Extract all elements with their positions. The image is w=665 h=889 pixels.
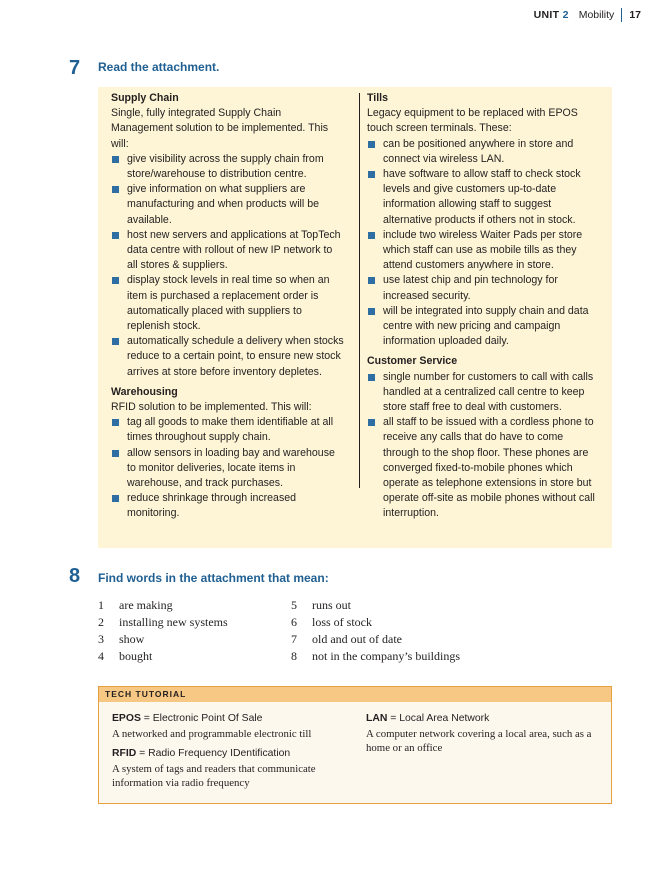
warehousing-list [111,415,344,521]
list-item: automatically schedule a delivery when stocks reduce to a certain point, to ensure new stock arrives at store before inventory depletes. [111,334,344,380]
unit-label: UNIT 2 [533,9,569,21]
list-item: host new servers and applications at TopTech data centre with rollout of new IP network to all stores & suppliers. [111,228,344,274]
exercise-7-title: Read the attachment. [98,60,220,74]
word-item: 8 not in the company’s buildings [291,649,460,663]
tills-heading: Tills [367,92,389,104]
section-name: Mobility [578,9,615,21]
list-item: have software to allow staff to check stock levels and give customers up-to-date information allowing staff to suggest alternative products if others not in stock. [367,167,602,228]
epos-term: EPOS = Electronic Point Of Sale [112,713,263,724]
list-item: can be positioned anywhere in store and connect via wireless LAN. [367,137,602,167]
word-item: 7 old and out of date [291,632,402,646]
supply-chain-heading: Supply Chain [111,92,179,104]
list-item: give information on what suppliers are manufacturing and when products will be available. [111,182,344,228]
supply-chain-intro: Single, fully integrated Supply Chain Management solution to be implemented. This will: [111,107,329,150]
exercise-8-title: Find words in the attachment that mean: [98,571,329,585]
word-list-right [291,597,460,665]
list-item: all staff to be issued with a cordless phone to receive any calls that do have to come through to the shop floor. These phones are converged fixed-to-mobile phones which operate as telephone extensions in store but operate off-site as mobile phones without call interruption. [367,415,602,521]
attachment-left-column [111,91,344,522]
tutorial-left-column [112,712,342,791]
list-item: single number for customers to call with calls handled at a centralized call centre to keep store staff free to deal with customers. [367,370,602,416]
tutorial-right-column [366,712,596,756]
column-divider [359,93,360,488]
tech-tutorial-label: TECH TUTORIAL [99,687,611,702]
list-item: tag all goods to make them identifiable at all times throughout supply chain. [111,415,344,445]
exercise-7-number: 7 [69,57,81,79]
word-item: 5 runs out [291,598,351,612]
word-item: 2 installing new systems [98,615,228,629]
attachment-right-column [367,91,602,522]
customer-service-list [367,370,602,522]
list-item: use latest chip and pin technology for increased security. [367,273,602,303]
word-item: 6 loss of stock [291,615,372,629]
word-item: 4 bought [98,649,153,663]
supply-chain-list [111,152,344,380]
list-item: reduce shrinkage through increased monitoring. [111,491,344,521]
word-item: 1 are making [98,598,173,612]
warehousing-heading: Warehousing [111,385,178,398]
epos-definition: A networked and programmable electronic till [112,727,312,740]
exercise-8-number: 8 [69,565,81,587]
tills-intro: Legacy equipment to be replaced with EPOS touch screen terminals. These: [367,107,578,135]
word-item: 3 show [98,632,145,646]
list-item: will be integrated into supply chain and data centre with new pricing and campaign information uploaded daily. [367,304,602,350]
tech-tutorial-box [98,686,612,804]
warehousing-intro: RFID solution to be implemented. This will: [111,401,312,414]
list-item: include two wireless Waiter Pads per store which staff can use as mobile tills as they attend customers anywhere in store. [367,228,602,274]
tills-list [367,137,602,350]
list-item: display stock levels in real time so when an item is purchased a replacement order is automatically placed with suppliers to replenish stock. [111,273,344,334]
list-item: give visibility across the supply chain from store/warehouse to distribution centre. [111,152,344,182]
word-list-left [98,597,228,665]
lan-definition: A computer network covering a local area, such as a home or an office [366,727,592,754]
page-number: 17 [629,9,641,21]
page-header [534,8,641,22]
rfid-term: RFID = Radio Frequency IDentification [112,748,291,759]
rfid-definition: A system of tags and readers that communicate information via radio frequency [112,762,316,789]
header-divider [621,8,622,22]
customer-service-heading: Customer Service [367,355,458,368]
list-item: allow sensors in loading bay and warehouse to monitor deliveries, locate items in warehouse, and track purchases. [111,446,344,492]
attachment-panel [98,87,612,548]
lan-term: LAN = Local Area Network [366,713,490,724]
